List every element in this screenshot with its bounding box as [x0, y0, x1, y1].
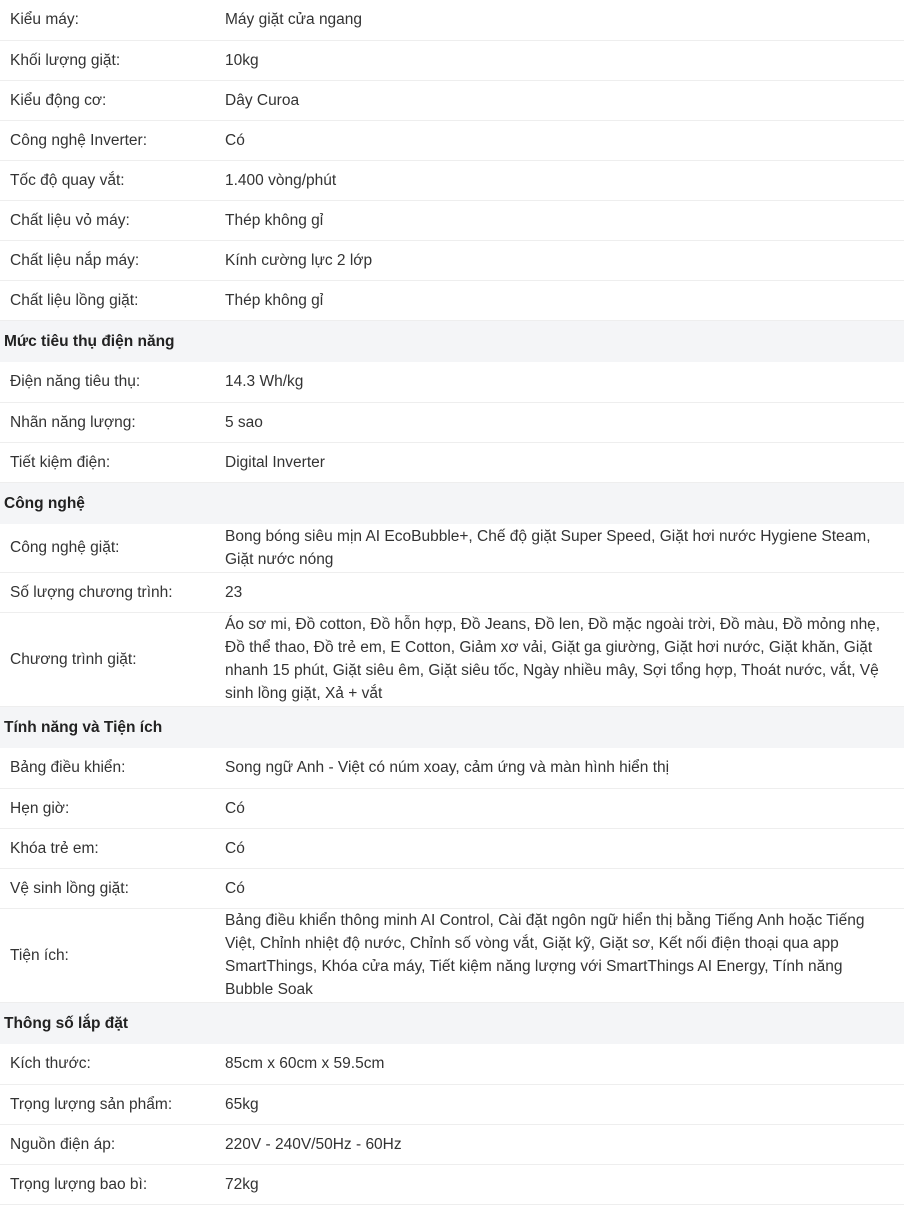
section-header-thong-so-lap-dat: [0, 1002, 904, 1044]
spec-label: Hẹn giờ:: [0, 788, 225, 828]
spec-value: 14.3 Wh/kg: [225, 362, 904, 402]
section-header-cong-nghe: [0, 482, 904, 524]
spec-label: Chất liệu nắp máy:: [0, 240, 225, 280]
spec-label: Nguồn điện áp:: [0, 1124, 225, 1164]
spec-value: 220V - 240V/50Hz - 60Hz: [225, 1124, 904, 1164]
spec-row-chat-lieu-nap-may: [0, 240, 904, 280]
spec-value: 23: [225, 572, 904, 612]
spec-label: Kiểu máy:: [0, 0, 225, 40]
spec-label: Kích thước:: [0, 1044, 225, 1084]
spec-row-chat-lieu-long-giat: [0, 280, 904, 320]
spec-label: Chương trình giặt:: [0, 612, 225, 706]
spec-row-so-luong-chuong-trinh: [0, 572, 904, 612]
spec-row-toc-do-quay-vat: [0, 160, 904, 200]
spec-row-ve-sinh-long-giat: [0, 868, 904, 908]
spec-label: Điện năng tiêu thụ:: [0, 362, 225, 402]
spec-label: Kiểu động cơ:: [0, 80, 225, 120]
spec-value: Song ngữ Anh - Việt có núm xoay, cảm ứng và màn hình hiển thị: [225, 748, 904, 788]
spec-row-kich-thuoc: [0, 1044, 904, 1084]
section-title: Mức tiêu thụ điện năng: [0, 320, 904, 362]
spec-value: Dây Curoa: [225, 80, 904, 120]
spec-value: Thép không gỉ: [225, 280, 904, 320]
section-title: Tính năng và Tiện ích: [0, 706, 904, 748]
spec-value: Bảng điều khiển thông minh AI Control, Cài đặt ngôn ngữ hiển thị bằng Tiếng Anh hoặc Tiếng Việt, Chỉnh nhiệt độ nước, Chỉnh số vòng vắt, Giặt kỹ, Giặt sơ, Kết nối điện thoại qua app SmartThings, Khóa cửa máy, Tiết kiệm năng lượng với SmartThings AI Energy, Tính năng Bubble Soak: [225, 908, 904, 1002]
spec-row-kieu-may: [0, 0, 904, 40]
section-title: Thông số lắp đặt: [0, 1002, 904, 1044]
spec-row-trong-luong-bao-bi: [0, 1164, 904, 1204]
spec-row-dien-nang-tieu-thu: [0, 362, 904, 402]
spec-value: 1.400 vòng/phút: [225, 160, 904, 200]
spec-row-khoi-luong-giat: [0, 40, 904, 80]
spec-row-nguon-dien-ap: [0, 1124, 904, 1164]
spec-row-bang-dieu-khien: [0, 748, 904, 788]
spec-row-cong-nghe-giat: [0, 524, 904, 572]
spec-label: Công nghệ Inverter:: [0, 120, 225, 160]
spec-row-trong-luong-san-pham: [0, 1084, 904, 1124]
spec-value: 72kg: [225, 1164, 904, 1204]
spec-label: Tiết kiệm điện:: [0, 442, 225, 482]
spec-row-khoa-tre-em: [0, 828, 904, 868]
spec-row-hen-gio: [0, 788, 904, 828]
spec-label: Khối lượng giặt:: [0, 40, 225, 80]
spec-label: Số lượng chương trình:: [0, 572, 225, 612]
spec-value: 5 sao: [225, 402, 904, 442]
spec-value: Bong bóng siêu mịn AI EcoBubble+, Chế độ giặt Super Speed, Giặt hơi nước Hygiene Steam, Giặt nước nóng: [225, 524, 904, 572]
spec-row-cong-nghe-inverter: [0, 120, 904, 160]
section-header-tieu-thu-dien-nang: [0, 320, 904, 362]
spec-value: Có: [225, 828, 904, 868]
spec-value: Máy giặt cửa ngang: [225, 0, 904, 40]
spec-label: Trọng lượng sản phẩm:: [0, 1084, 225, 1124]
spec-value: Thép không gỉ: [225, 200, 904, 240]
spec-row-chuong-trinh-giat: [0, 612, 904, 706]
spec-value: Áo sơ mi, Đồ cotton, Đồ hỗn hợp, Đồ Jeans, Đồ len, Đồ mặc ngoài trời, Đồ màu, Đồ mỏng nhẹ, Đồ thể thao, Đồ trẻ em, E Cotton, Giảm xơ vải, Giặt ga giường, Giặt hơi nước, Giặt khăn, Giặt nhanh 15 phút, Giặt siêu êm, Giặt siêu tốc, Ngày nhiều mây, Sợi tổng hợp, Thoát nước, vắt, Vệ sinh lồng giặt, Xả + vắt: [225, 612, 904, 706]
spec-label: Vệ sinh lồng giặt:: [0, 868, 225, 908]
spec-value: 65kg: [225, 1084, 904, 1124]
spec-row-kieu-dong-co: [0, 80, 904, 120]
spec-row-chat-lieu-vo-may: [0, 200, 904, 240]
spec-row-nhan-nang-luong: [0, 402, 904, 442]
spec-value: Digital Inverter: [225, 442, 904, 482]
spec-value: 10kg: [225, 40, 904, 80]
spec-value: Kính cường lực 2 lớp: [225, 240, 904, 280]
spec-row-tiet-kiem-dien: [0, 442, 904, 482]
spec-label: Tốc độ quay vắt:: [0, 160, 225, 200]
spec-value: Có: [225, 868, 904, 908]
spec-label: Chất liệu lồng giặt:: [0, 280, 225, 320]
spec-label: Bảng điều khiển:: [0, 748, 225, 788]
spec-label: Trọng lượng bao bì:: [0, 1164, 225, 1204]
spec-label: Tiện ích:: [0, 908, 225, 1002]
spec-label: Chất liệu vỏ máy:: [0, 200, 225, 240]
spec-value: 85cm x 60cm x 59.5cm: [225, 1044, 904, 1084]
spec-row-tien-ich: [0, 908, 904, 1002]
spec-label: Khóa trẻ em:: [0, 828, 225, 868]
section-title: Công nghệ: [0, 482, 904, 524]
spec-value: Có: [225, 788, 904, 828]
spec-value: Có: [225, 120, 904, 160]
spec-label: Công nghệ giặt:: [0, 524, 225, 572]
spec-label: Nhãn năng lượng:: [0, 402, 225, 442]
section-header-tinh-nang-tien-ich: [0, 706, 904, 748]
